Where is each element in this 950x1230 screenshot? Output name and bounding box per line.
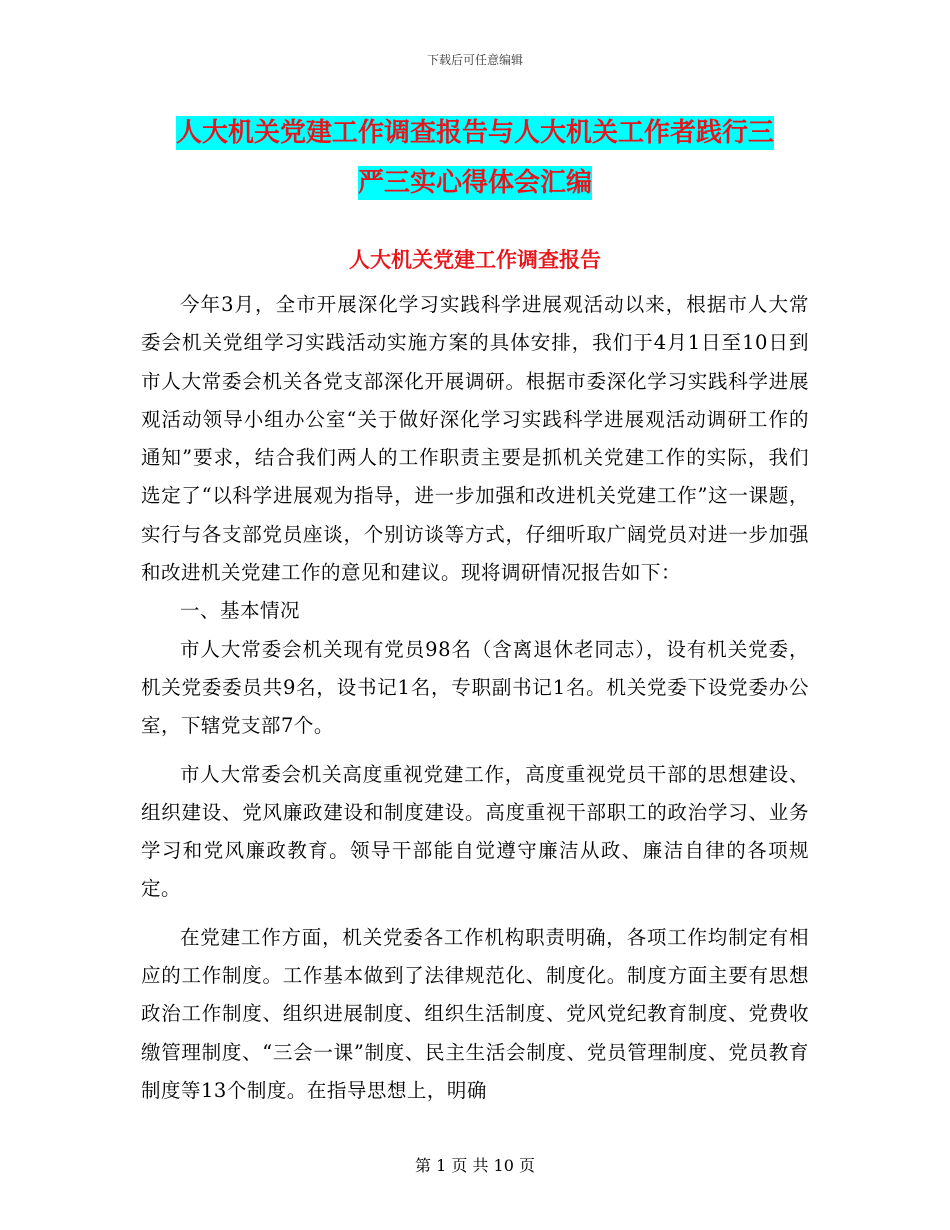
section-title: 人大机关党建工作调查报告 xyxy=(349,247,601,272)
paragraph-intro: 今年3月，全市开展深化学习实践科学进展观活动以来，根据市人大常委会机关党组学习实践活动实施方案的具体安排，我们于4月1日至10日到市人大常委会机关各党支部深化开展调研。根据市委深化学习实践科学进展观活动领导小组办公室“关于做好深化学习实践科学进展观活动调研工作的通知”要求，结合我们两人的工作职责主要是抓机关党建工作的实际，我们选定了“以科学进展观为指导，进一步加强和改进机关党建工作”这一课题，实行与各支部党员座谈，个别访谈等方式，仔细听取广阔党员对进一步加强和改进机关党建工作的意见和建议。现将调研情况报告如下： xyxy=(141,293,809,585)
document-title-line-2: 严三实心得体会汇编 xyxy=(357,168,592,198)
paragraph-heading-basic-situation: 一、基本情况 xyxy=(180,599,301,623)
page-number: 第 1 页 共 10 页 xyxy=(415,1156,535,1175)
document-title xyxy=(140,108,810,208)
document-body xyxy=(141,286,809,1110)
paragraph-party-members: 市人大常委会机关现有党员98名（含离退休老同志），设有机关党委，机关党委委员共9名，设书记1名，专职副书记1名。机关党委下设党委办公室，下辖党支部7个。 xyxy=(141,637,809,738)
paragraph-emphasis: 市人大常委会机关高度重视党建工作，高度重视党员干部的思想建设、组织建设、党风廉政建设和制度建设。高度重视干部职工的政治学习、业务学习和党风廉政教育。领导干部能自觉遵守廉洁从政、廉洁自律的各项规定。 xyxy=(141,762,809,901)
page-header-note: 下载后可任意编辑 xyxy=(426,53,523,67)
document-title-line-1: 人大机关党建工作调查报告与人大机关工作者践行三 xyxy=(175,118,774,148)
paragraph-systems: 在党建工作方面，机关党委各工作机构职责明确，各项工作均制定有相应的工作制度。工作基本做到了法律规范化、制度化。制度方面主要有思想政治工作制度、组织进展制度、组织生活制度、党风党纪教育制度、党费收缴管理制度、“三会一课”制度、民主生活会制度、党员管理制度、党员教育制度等13个制度。在指导思想上，明确 xyxy=(141,925,809,1102)
